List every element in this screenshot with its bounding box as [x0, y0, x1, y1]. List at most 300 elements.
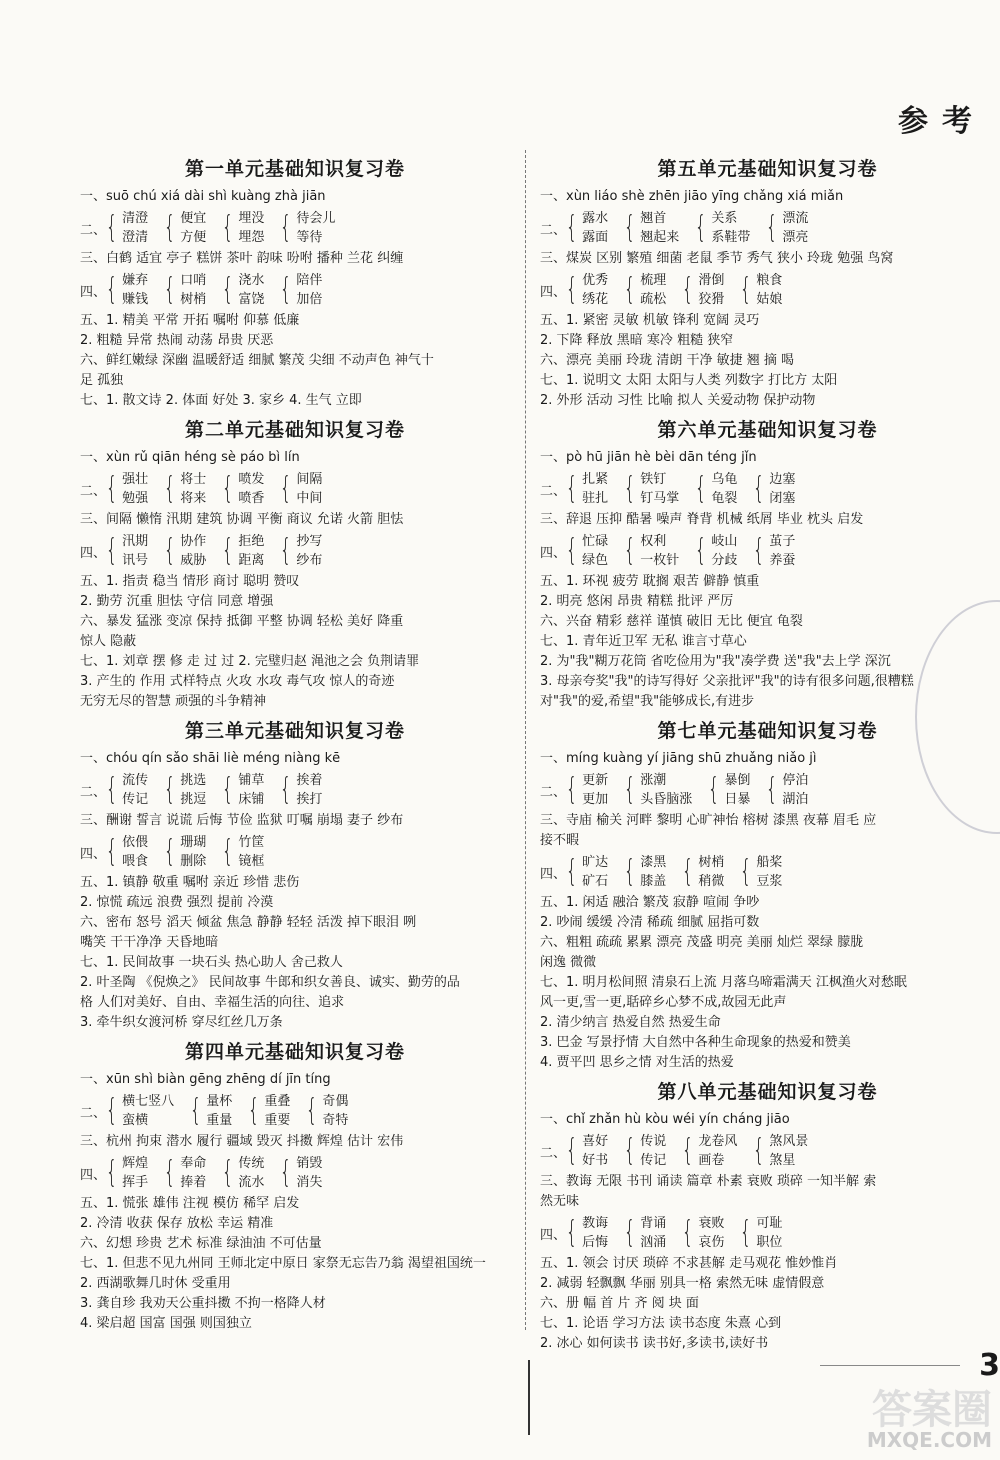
unit-section [540, 1077, 995, 1354]
question-number: 四、 [80, 284, 107, 300]
brace-icon: { [682, 272, 694, 307]
brace-icon: { [623, 772, 636, 807]
word: 粮食 [756, 273, 783, 288]
answer-line: 七、1. 但悲不见九州同 王师北定中原日 家祭无忘告乃翁 渴望祖国统一 [80, 1256, 486, 1271]
answer-brace-row [80, 271, 510, 309]
word-pair [102, 470, 148, 508]
word: 船桨 [756, 855, 783, 870]
word-pair [620, 1132, 666, 1170]
right-column [540, 152, 995, 1358]
unit-title: 第八单元基础知识复习卷 [657, 1081, 878, 1103]
word-pair-stack [296, 771, 322, 809]
word: 喷香 [238, 491, 265, 506]
word: 威胁 [180, 553, 207, 568]
word-pair [736, 271, 782, 309]
brace-icon: { [163, 210, 176, 245]
answer-line: 六、漂亮 美丽 玲珑 清朗 干净 敏捷 翘 摘 喝 [540, 353, 795, 368]
answer-brace-row [540, 771, 995, 809]
word-pair-stack [582, 853, 608, 891]
word: 喷发 [238, 472, 265, 487]
word-pair [678, 1132, 737, 1170]
brace-icon: { [753, 471, 765, 506]
brace-icon: { [280, 471, 292, 506]
word: 优秀 [582, 273, 609, 288]
word-pair-stack [698, 853, 724, 891]
answer-line: 三、酬谢 誓言 说谎 后悔 节俭 监狱 叮嘱 崩塌 妻子 纱布 [80, 813, 404, 828]
answer-line: 五、1. 精美 平常 开拓 嘱咐 仰慕 低廉 [80, 313, 300, 328]
word: 扎紧 [582, 472, 609, 487]
brace-icon: { [105, 272, 118, 307]
word: 挑逗 [180, 792, 207, 807]
word: 漆黑 [640, 855, 667, 870]
brace-icon: { [623, 533, 636, 568]
brace-icon: { [163, 533, 176, 568]
word-pair-stack [238, 470, 264, 508]
word-pair-stack [782, 771, 808, 809]
word-pair [562, 209, 608, 247]
answer-line: 一、pò hū jiān hè bèi dān téng jǐn [540, 450, 757, 465]
word-pair-stack [122, 771, 148, 809]
answer-line: 七、1. 明月松间照 清泉石上流 月落乌啼霜满天 江枫渔火对愁眠 [540, 975, 907, 990]
word-pair-stack [711, 532, 737, 570]
word-pair-stack [122, 271, 148, 309]
unit-title: 第四单元基础知识复习卷 [184, 1041, 405, 1063]
answer-line: 一、xùn liáo shè zhēn jiāo yīng chǎng xiá miǎn [540, 189, 844, 204]
answer-brace-row [80, 1092, 510, 1130]
word: 床铺 [238, 792, 265, 807]
unit-title: 第一单元基础知识复习卷 [184, 158, 405, 180]
word-pair [749, 532, 795, 570]
bottom-divider [528, 1360, 530, 1435]
word: 衰败 [698, 1216, 725, 1231]
word: 铁钉 [640, 472, 667, 487]
brace-icon: { [280, 772, 292, 807]
answer-line: 一、xūn shì biàn gēng zhēng dí jīn tíng [80, 1072, 331, 1087]
word: 汹涌 [640, 1235, 667, 1250]
word: 量杯 [206, 1094, 233, 1109]
word-pair [276, 470, 322, 508]
word: 系鞋带 [711, 230, 751, 245]
word: 蛮横 [122, 1113, 149, 1128]
answer-line: 五、1. 闲适 融洽 繁茂 寂静 喧闹 争吵 [540, 895, 760, 910]
brace-icon: { [565, 471, 578, 506]
word: 喜好 [582, 1134, 609, 1149]
word-pair-stack [756, 853, 782, 891]
answer-line: 六、粗粗 疏疏 累累 漂亮 茂盛 明亮 美丽 灿烂 翠绿 朦胧 [540, 935, 864, 950]
word: 口哨 [180, 273, 207, 288]
answer-brace-row [540, 532, 995, 570]
word: 翘首 [640, 211, 667, 226]
brace-icon: { [163, 471, 176, 506]
word-pair-stack [238, 532, 264, 570]
word: 好书 [582, 1153, 609, 1168]
word-pair-stack [640, 771, 692, 809]
word: 流水 [238, 1175, 265, 1190]
answer-brace-row [80, 1154, 510, 1192]
answer-line: 三、辞退 压抑 酷暑 噪声 脊背 机械 纸屑 毕业 枕头 启发 [540, 512, 864, 527]
word-pair [102, 771, 148, 809]
word: 滑倒 [698, 273, 725, 288]
word: 养蚕 [769, 553, 796, 568]
answer-line: 格 人们对美好、自由、幸福生活的向往、追求 [80, 995, 345, 1010]
brace-icon: { [565, 1215, 578, 1250]
brace-icon: { [740, 272, 752, 307]
brace-icon: { [280, 1155, 292, 1190]
unit-title: 第二单元基础知识复习卷 [184, 419, 405, 441]
word: 辉煌 [122, 1156, 149, 1171]
word-pair-stack [238, 209, 264, 247]
word: 可耻 [756, 1216, 783, 1231]
brace-icon: { [682, 1215, 694, 1250]
answer-line: 一、suō chú xiá dài shì kuàng zhà jiān [80, 189, 326, 204]
word-pair [160, 833, 206, 871]
word: 边塞 [769, 472, 796, 487]
answer-line: 五、1. 镇静 敬重 嘱咐 亲近 珍惜 悲伤 [80, 875, 300, 890]
answer-line: 足 孤独 [80, 373, 124, 388]
word-pair-stack [238, 771, 264, 809]
word: 协作 [180, 534, 207, 549]
word: 挑选 [180, 773, 207, 788]
brace-icon: { [682, 1133, 694, 1168]
word-pair [620, 271, 666, 309]
brace-icon: { [280, 533, 292, 568]
word-pair-stack [264, 1092, 290, 1130]
word: 珊瑚 [180, 835, 207, 850]
brace-icon: { [695, 533, 707, 568]
answer-line: 2. 冰心 如何读书 读书好,多读书,读好书 [540, 1336, 769, 1351]
word: 铺草 [238, 773, 265, 788]
column-divider [525, 150, 526, 1330]
answer-line: 2. 清少纳言 热爱自然 热爱生命 [540, 1015, 721, 1030]
word-pair-stack [640, 271, 666, 309]
answer-line: 2. 明亮 悠闲 昂贵 精糕 批评 严厉 [540, 594, 734, 609]
word-pair-stack [296, 470, 322, 508]
word-pair [102, 1154, 148, 1192]
question-number: 四、 [540, 284, 567, 300]
word: 埋怨 [238, 230, 265, 245]
word: 抄写 [296, 534, 323, 549]
word: 传记 [640, 1153, 667, 1168]
word-pair-stack [322, 1092, 348, 1130]
answer-brace-row [540, 470, 995, 508]
word: 煞星 [769, 1153, 796, 1168]
word: 待会儿 [296, 211, 336, 226]
word-pair-stack [769, 1132, 808, 1170]
word: 销毁 [296, 1156, 323, 1171]
word: 哀伤 [698, 1235, 725, 1250]
answer-line: 六、册 幅 首 片 齐 阅 块 面 [540, 1296, 699, 1311]
word-pair-stack [711, 209, 750, 247]
word: 镜框 [238, 854, 265, 869]
word-pair-stack [711, 470, 737, 508]
word-pair [218, 209, 264, 247]
left-column [80, 152, 510, 1338]
unit-title: 第三单元基础知识复习卷 [184, 720, 405, 742]
answer-line: 七、1. 民间故事 一块石头 热心助人 舍己救人 [80, 955, 343, 970]
word: 钉马掌 [640, 491, 680, 506]
answer-brace-row [540, 1214, 995, 1252]
unit-section [540, 154, 995, 411]
answer-line: 2. 吵闹 缓缓 冷清 稀疏 细腻 屈指可数 [540, 915, 760, 930]
answer-line: 3. 巴金 写景抒情 大自然中各种生命现象的热爱和赞美 [540, 1035, 851, 1050]
brace-icon: { [163, 772, 176, 807]
word: 便宜 [180, 211, 207, 226]
word-pair-stack [782, 209, 808, 247]
brace-icon: { [565, 210, 578, 245]
word: 豆浆 [756, 874, 783, 889]
word: 传统 [238, 1156, 265, 1171]
unit-title: 第五单元基础知识复习卷 [657, 158, 878, 180]
answer-line: 3. 母亲夸奖"我"的诗写得好 父亲批评"我"的诗有很多问题,很糟糕 [540, 674, 914, 689]
word-pair-stack [640, 470, 679, 508]
brace-icon: { [565, 1133, 578, 1168]
word: 挥手 [122, 1175, 149, 1190]
word: 奉命 [180, 1156, 207, 1171]
answer-line: 六、密布 怒号 滔天 倾盆 焦急 静静 轻轻 活泼 掉下眼泪 咧 [80, 915, 417, 930]
word-pair [160, 209, 206, 247]
word-pair-stack [698, 271, 724, 309]
word: 将来 [180, 491, 207, 506]
word-pair-stack [122, 833, 148, 871]
word-pair [160, 532, 206, 570]
footer-ornament [820, 1365, 960, 1366]
word-pair-stack [582, 1132, 608, 1170]
word: 狡猾 [698, 292, 725, 307]
brace-icon: { [623, 471, 636, 506]
answer-brace-row [540, 853, 995, 891]
word: 加倍 [296, 292, 323, 307]
word-pair-stack [769, 532, 795, 570]
brace-icon: { [565, 854, 578, 889]
word: 更加 [582, 792, 609, 807]
brace-icon: { [248, 1093, 260, 1128]
answer-line: 2. 粗糙 异常 热闹 动荡 昂贵 厌恶 [80, 333, 274, 348]
word-pair [160, 1154, 206, 1192]
word-pair [691, 532, 737, 570]
word-pair-stack [582, 1214, 608, 1252]
word: 漂流 [782, 211, 809, 226]
brace-icon: { [222, 210, 234, 245]
answer-line: 2. 勤劳 沉重 胆怯 守信 同意 增强 [80, 594, 274, 609]
word: 暴倒 [724, 773, 751, 788]
word: 树梢 [180, 292, 207, 307]
word-pair [736, 1214, 782, 1252]
word: 职位 [756, 1235, 783, 1250]
word-pair-stack [582, 771, 608, 809]
brace-icon: { [623, 1215, 636, 1250]
word-pair [102, 209, 148, 247]
word-pair [562, 532, 608, 570]
word-pair [102, 833, 148, 871]
answer-line: 2. 为"我"糊万花筒 省吃俭用为"我"凑学费 送"我"去上学 深沉 [540, 654, 891, 669]
word-pair-stack [180, 532, 206, 570]
brace-icon: { [163, 272, 176, 307]
word: 嫌弃 [122, 273, 149, 288]
question-number: 二、 [540, 483, 567, 499]
word: 富饶 [238, 292, 265, 307]
word-pair-stack [296, 532, 322, 570]
brace-icon: { [222, 533, 234, 568]
answer-brace-row [540, 209, 995, 247]
word-pair [160, 771, 206, 809]
word: 后悔 [582, 1235, 609, 1250]
word-pair-stack [296, 209, 335, 247]
word: 龙卷风 [698, 1134, 738, 1149]
word-pair [620, 470, 679, 508]
answer-line: 五、1. 紧密 灵敏 机敏 锋利 宽阔 灵巧 [540, 313, 760, 328]
answer-line: 五、1. 慌张 雄伟 注视 模仿 稀罕 启发 [80, 1196, 300, 1211]
brace-icon: { [222, 272, 234, 307]
word-pair-stack [122, 1092, 174, 1130]
word-pair-stack [640, 532, 679, 570]
word-pair [276, 771, 322, 809]
word-pair-stack [296, 1154, 322, 1192]
word-pair [276, 271, 322, 309]
brace-icon: { [222, 471, 234, 506]
brace-icon: { [105, 210, 118, 245]
brace-icon: { [623, 854, 636, 889]
word: 删除 [180, 854, 207, 869]
brace-icon: { [708, 772, 720, 807]
word: 依偎 [122, 835, 149, 850]
brace-icon: { [740, 1215, 752, 1250]
word: 拒绝 [238, 534, 265, 549]
answer-line: 2. 减弱 轻飘飘 华丽 别具一格 索然无味 虚情假意 [540, 1276, 825, 1291]
word: 闭塞 [769, 491, 796, 506]
word-pair [749, 470, 795, 508]
answer-line: 七、1. 青年近卫军 无私 谁言寸草心 [540, 634, 747, 649]
word: 膝盖 [640, 874, 667, 889]
word-pair-stack [122, 532, 148, 570]
word: 清澄 [122, 211, 149, 226]
answer-line: 4. 梁启超 国富 国强 则国独立 [80, 1316, 252, 1331]
word-pair-stack [756, 271, 782, 309]
brace-icon: { [682, 854, 694, 889]
answer-line: 2. 外形 活动 习性 比喻 拟人 关爱动物 保护动物 [540, 393, 816, 408]
word-pair [620, 853, 666, 891]
word: 日暴 [724, 792, 751, 807]
answer-line: 五、1. 指责 稳当 情形 商讨 聪明 赞叹 [80, 574, 300, 589]
watermark-logo: 答案圈 [872, 1387, 992, 1433]
answer-brace-row [80, 470, 510, 508]
answer-brace-row [80, 209, 510, 247]
answer-line: 无穷无尽的智慧 顽强的斗争精神 [80, 694, 267, 709]
word-pair-stack [582, 209, 608, 247]
word-pair-stack [582, 532, 608, 570]
word: 澄清 [122, 230, 149, 245]
word: 赚钱 [122, 292, 149, 307]
brace-icon: { [623, 272, 636, 307]
question-number: 四、 [540, 866, 567, 882]
page-header: 参考 [898, 104, 986, 139]
brace-icon: { [695, 210, 707, 245]
word: 捧着 [180, 1175, 207, 1190]
answer-line: 一、míng kuàng yí jiāng shū zhuǎng niǎo jì [540, 751, 817, 766]
page-number: 3 [979, 1348, 1000, 1383]
word-pair-stack [296, 271, 322, 309]
answer-line: 2. 冷清 收获 保存 放松 幸运 精准 [80, 1216, 274, 1231]
brace-icon: { [280, 272, 292, 307]
watermark-url: MXQE.COM [866, 1428, 992, 1452]
answer-line: 嘴笑 干干净净 天昏地暗 [80, 935, 219, 950]
word: 奇特 [322, 1113, 349, 1128]
word-pair [620, 771, 692, 809]
word-pair [160, 271, 206, 309]
word-pair-stack [238, 1154, 264, 1192]
unit-section [80, 415, 510, 712]
answer-line: 2. 惊慌 疏远 浪费 强烈 提前 冷漠 [80, 895, 274, 910]
answer-line: 然无味 [540, 1194, 580, 1209]
question-number: 四、 [540, 1227, 567, 1243]
question-number: 二、 [540, 1145, 567, 1161]
word: 浇水 [238, 273, 265, 288]
answer-line: 七、1. 论语 学习方法 读书态度 朱熹 心到 [540, 1316, 782, 1331]
word-pair [218, 470, 264, 508]
question-number: 二、 [80, 483, 107, 499]
word-pair-stack [724, 771, 750, 809]
word: 权利 [640, 534, 667, 549]
word: 埋没 [238, 211, 265, 226]
word: 停泊 [782, 773, 809, 788]
word: 竹筐 [238, 835, 265, 850]
word-pair [620, 209, 679, 247]
word: 中间 [296, 491, 323, 506]
word: 露面 [582, 230, 609, 245]
brace-icon: { [753, 533, 765, 568]
word: 疏松 [640, 292, 667, 307]
word: 姑娘 [756, 292, 783, 307]
word: 翘起来 [640, 230, 680, 245]
word-pair [186, 1092, 232, 1130]
word-pair [562, 1132, 608, 1170]
word: 间隔 [296, 472, 323, 487]
word-pair [218, 833, 264, 871]
word: 挨着 [296, 773, 323, 788]
word-pair [276, 1154, 322, 1192]
word: 忙碌 [582, 534, 609, 549]
word-pair [704, 771, 750, 809]
unit-section [80, 154, 510, 411]
word-pair [102, 532, 148, 570]
word-pair-stack [640, 209, 679, 247]
answer-line: 五、1. 环视 疲劳 耽搁 艰苦 僻静 慎重 [540, 574, 760, 589]
word: 涨潮 [640, 773, 667, 788]
question-number: 二、 [80, 784, 107, 800]
word: 喂食 [122, 854, 149, 869]
word: 距离 [238, 553, 265, 568]
word-pair [244, 1092, 290, 1130]
word: 讯号 [122, 553, 149, 568]
word: 茧子 [769, 534, 796, 549]
unit-title: 第七单元基础知识复习卷 [657, 720, 878, 742]
word: 画卷 [698, 1153, 725, 1168]
answer-line: 接不暇 [540, 833, 580, 848]
brace-icon: { [189, 1093, 202, 1128]
word-pair [218, 271, 264, 309]
answer-line: 三、寺庙 榆关 河畔 黎明 心旷神怡 榕树 漆黑 夜幕 眉毛 应 [540, 813, 877, 828]
answer-line: 4. 贾平凹 思乡之情 对生活的热爱 [540, 1055, 734, 1070]
word: 勉强 [122, 491, 149, 506]
word-pair [562, 271, 608, 309]
unit-section [80, 1037, 510, 1334]
brace-icon: { [766, 772, 778, 807]
brace-icon: { [105, 1155, 118, 1190]
answer-line: 闲逸 微微 [540, 955, 597, 970]
word: 岐山 [711, 534, 738, 549]
word: 稍微 [698, 874, 725, 889]
word-pair-stack [180, 771, 206, 809]
word: 树梢 [698, 855, 725, 870]
